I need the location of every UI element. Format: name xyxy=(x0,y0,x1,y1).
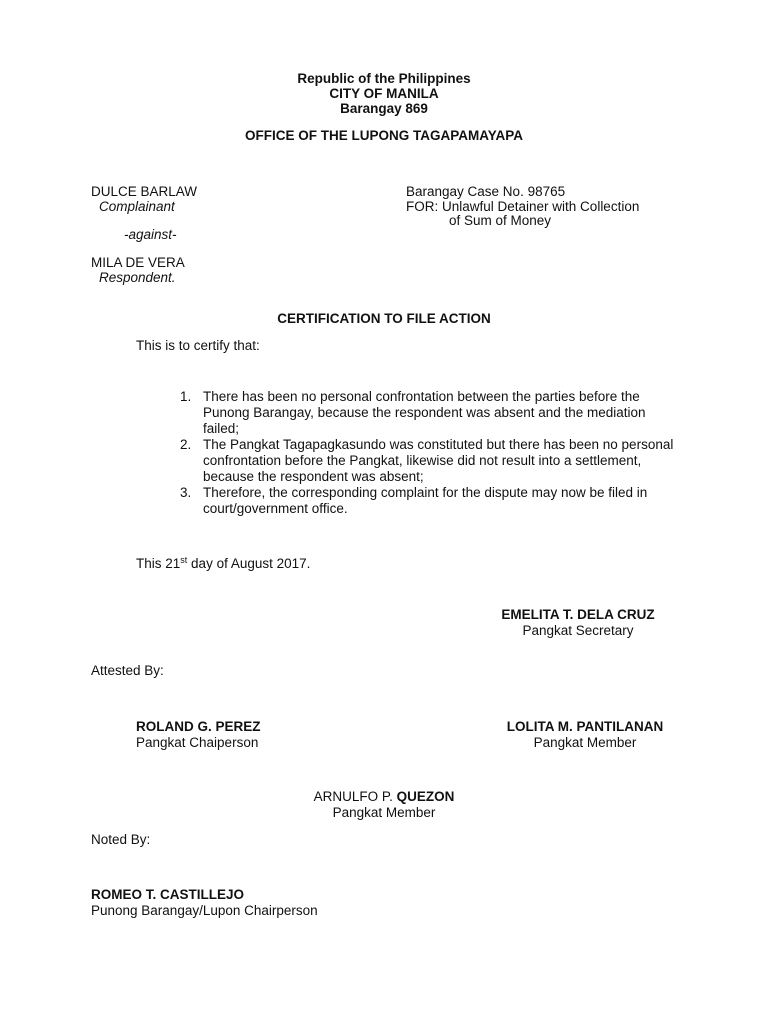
respondent-role: Respondent. xyxy=(99,270,176,285)
header-republic: Republic of the Philippines xyxy=(297,71,471,86)
list-item-number: 1. xyxy=(180,389,192,404)
signatory-block xyxy=(490,719,680,751)
document-title: CERTIFICATION TO FILE ACTION xyxy=(277,311,491,326)
header-office: OFFICE OF THE LUPONG TAGAPAMAYAPA xyxy=(244,128,523,143)
signatory-name: LOLITA M. PANTILANAN xyxy=(506,719,664,734)
member-role: Pangkat Member xyxy=(332,805,436,820)
chairperson-block xyxy=(91,887,318,919)
header-city: CITY OF MANILA xyxy=(329,86,439,101)
noted-by-label: Noted By: xyxy=(91,832,151,847)
member-first-name: ARNULFO P. xyxy=(313,789,397,804)
signatory-name: ROLAND G. PEREZ xyxy=(136,719,261,734)
member-name xyxy=(0,789,768,805)
list-item xyxy=(180,485,680,517)
chairperson-name: ROMEO T. CASTILLEJO xyxy=(91,887,245,902)
complainant-role: Complainant xyxy=(99,199,175,214)
list-item-number: 3. xyxy=(180,485,192,500)
list-item-text: There has been no personal confrontation between the parties before the Punong Barangay, because the respondent was absent and the mediation failed; xyxy=(203,389,646,436)
member-block xyxy=(0,789,768,821)
list-item-text: The Pangkat Tagapagkasundo was constituted but there has been no personal confrontation before the Pangkat, likewise did not result into a settlement, because the respondent was absent; xyxy=(203,437,674,484)
date-line xyxy=(136,556,310,572)
list-item xyxy=(180,389,680,437)
header-barangay: Barangay 869 xyxy=(340,101,428,116)
complainant-name: DULCE BARLAW xyxy=(91,184,198,199)
chairperson-role: Punong Barangay/Lupon Chairperson xyxy=(91,903,318,918)
signatory-role: Pangkat Member xyxy=(533,735,637,750)
secretary-name: EMELITA T. DELA CRUZ xyxy=(501,607,655,622)
attested-by-label: Attested By: xyxy=(91,663,164,678)
list-item xyxy=(180,437,680,485)
case-for-line2: of Sum of Money xyxy=(449,213,552,228)
respondent-name: MILA DE VERA xyxy=(91,255,185,270)
secretary-role: Pangkat Secretary xyxy=(522,623,634,638)
date-prefix: This 21 xyxy=(136,556,181,571)
signatory-role: Pangkat Chaiperson xyxy=(136,735,259,750)
member-last-name: QUEZON xyxy=(396,789,455,804)
case-for-line1: FOR: Unlawful Detainer with Collection xyxy=(406,199,640,214)
case-number: Barangay Case No. 98765 xyxy=(406,184,566,199)
date-rest: day of August 2017. xyxy=(187,556,311,571)
certification-list xyxy=(180,389,680,517)
list-item-text: Therefore, the corresponding complaint for the dispute may now be filed in court/government office. xyxy=(203,485,648,516)
date-ordinal: st xyxy=(180,555,188,565)
signatory-block xyxy=(136,719,261,751)
against-label: -against- xyxy=(124,227,177,242)
list-item-number: 2. xyxy=(180,437,192,452)
secretary-block xyxy=(470,607,686,639)
intro-text: This is to certify that: xyxy=(136,338,260,353)
